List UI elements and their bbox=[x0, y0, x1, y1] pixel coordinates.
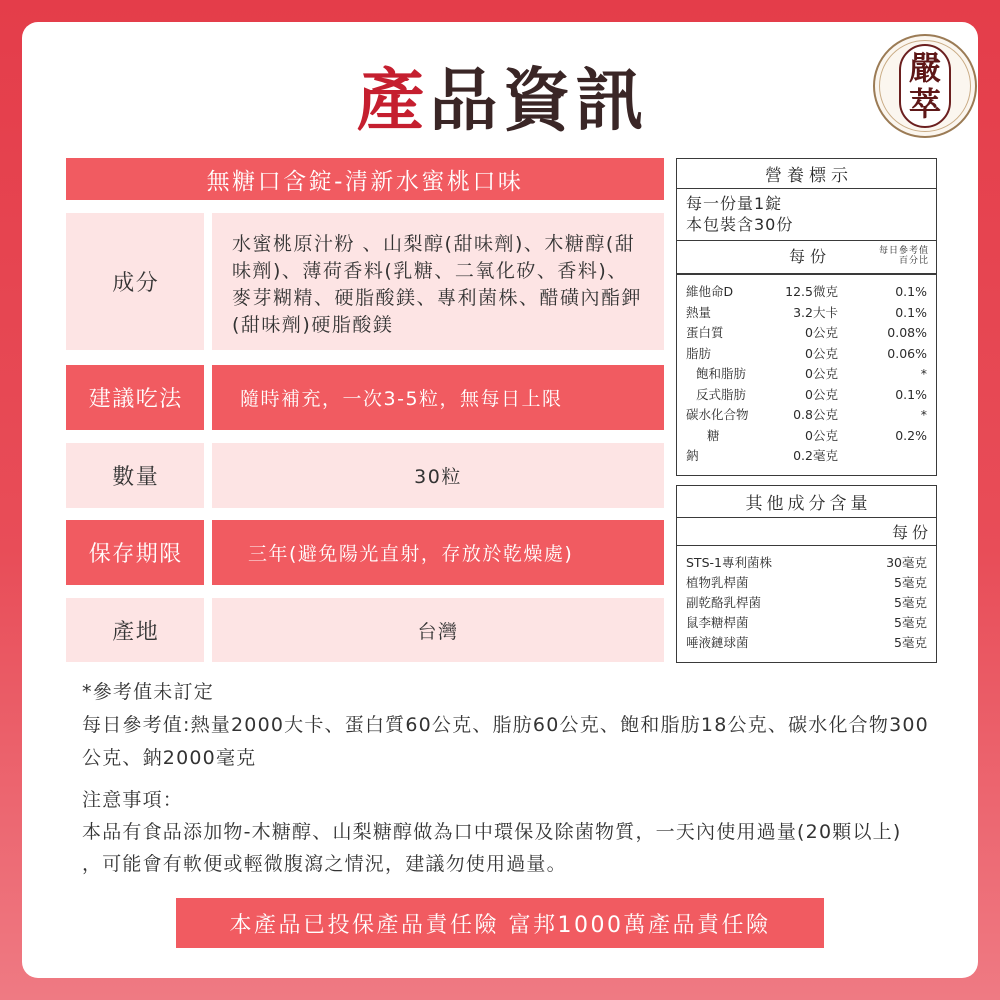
other-ingredient-row bbox=[677, 613, 936, 633]
daily-reference-line: 公克、鈉2000毫克 bbox=[82, 747, 257, 769]
nutrient-amount: 0.8公克 bbox=[793, 407, 838, 422]
nutrition-row bbox=[677, 282, 936, 303]
nutrient-amount: 0公克 bbox=[805, 366, 838, 381]
daily-value-header-line: 百分比 bbox=[898, 256, 929, 266]
other-ingredients-title: 其他成分含量 bbox=[677, 486, 936, 518]
caution-line: 本品有食品添加物-木糖醇、山梨糖醇做為口中環保及除菌物質，一天內使用過量(20顆以上) bbox=[82, 821, 902, 843]
ingredient-name: 植物乳桿菌 bbox=[686, 575, 749, 590]
ingredient-amount: 5毫克 bbox=[894, 575, 927, 590]
origin-value: 台灣 bbox=[212, 598, 664, 662]
caution-title: 注意事項： bbox=[82, 789, 184, 811]
nutrient-daily-value: 0.2% bbox=[895, 427, 927, 443]
nutrition-row bbox=[677, 405, 936, 426]
nutrition-row bbox=[677, 303, 936, 324]
caution-text bbox=[82, 816, 901, 880]
nutrient-amount: 0公克 bbox=[805, 345, 838, 361]
other-per-serving-header: 每份 bbox=[677, 518, 936, 546]
other-ingredient-row bbox=[677, 593, 936, 613]
nutrient-name: 維他命D bbox=[686, 284, 734, 299]
daily-value-header bbox=[879, 246, 929, 266]
nutrient-name: 蛋白質 bbox=[686, 325, 724, 340]
daily-value-header-line: 每日參考值 bbox=[878, 246, 929, 256]
usage-label: 建議吃法 bbox=[66, 365, 204, 430]
nutrient-daily-value: 0.1% bbox=[895, 386, 927, 402]
ingredient-name: 副乾酪乳桿菌 bbox=[686, 595, 762, 610]
origin-label: 產地 bbox=[66, 598, 204, 662]
nutrition-facts-box bbox=[676, 158, 937, 476]
other-ingredient-row bbox=[677, 573, 936, 593]
other-ingredients-box bbox=[676, 485, 937, 663]
nutrient-name: 糖 bbox=[707, 427, 720, 443]
nutrient-amount: 0公克 bbox=[805, 325, 838, 340]
product-name-header: 無糖口含錠-清新水蜜桃口味 bbox=[66, 158, 664, 200]
daily-reference-text bbox=[82, 709, 929, 775]
title-accent-char: 產 bbox=[356, 62, 430, 141]
ingredient-amount: 30毫克 bbox=[886, 555, 927, 570]
nutrient-daily-value: * bbox=[920, 366, 927, 381]
nutrition-rows bbox=[677, 282, 936, 467]
ingredient-amount: 5毫克 bbox=[894, 595, 927, 610]
servings-per-package: 本包裝含30份 bbox=[686, 215, 794, 234]
ingredient-name: 唾液鏈球菌 bbox=[686, 635, 749, 650]
nutrition-title: 營養標示 bbox=[677, 159, 936, 189]
ingredients-label: 成分 bbox=[66, 213, 204, 350]
ingredients-line: 水蜜桃原汁粉 、山梨醇(甜味劑)、木糖醇(甜 bbox=[232, 232, 636, 255]
per-serving-header: 每份 bbox=[789, 247, 832, 266]
nutrient-name: 熱量 bbox=[686, 304, 712, 320]
other-ingredient-row bbox=[677, 633, 936, 653]
serving-info bbox=[677, 189, 936, 241]
title-rest: 品資訊 bbox=[429, 62, 649, 141]
reference-note: *參考值未訂定 bbox=[82, 681, 214, 703]
nutrient-amount: 0公克 bbox=[805, 386, 838, 402]
ingredient-amount: 5毫克 bbox=[894, 635, 927, 650]
nutrient-amount: 0公克 bbox=[805, 427, 838, 443]
nutrient-name: 飽和脂肪 bbox=[696, 366, 747, 381]
nutrition-row bbox=[677, 323, 936, 344]
nutrition-subrow bbox=[677, 385, 936, 406]
other-ingredient-row bbox=[677, 553, 936, 573]
nutrient-daily-value: 0.06% bbox=[887, 345, 927, 361]
ingredients-text bbox=[232, 231, 642, 339]
logo-char-top: 嚴 bbox=[908, 49, 941, 87]
usage-value: 隨時補充，一次3-5粒，無每日上限 bbox=[212, 365, 664, 430]
brand-logo bbox=[873, 34, 977, 138]
nutrition-row bbox=[677, 446, 936, 467]
nutrient-name: 碳水化合物 bbox=[686, 407, 749, 422]
nutrient-daily-value: 0.08% bbox=[887, 325, 927, 340]
nutrition-row bbox=[677, 344, 936, 365]
nutrient-daily-value: 0.1% bbox=[895, 284, 927, 299]
nutrient-daily-value: * bbox=[920, 407, 927, 422]
logo-badge bbox=[899, 44, 951, 128]
nutrition-subrow bbox=[677, 364, 936, 385]
nutrition-column-header bbox=[677, 241, 936, 275]
ingredient-amount: 5毫克 bbox=[894, 615, 927, 630]
ingredient-name: STS-1專利菌株 bbox=[686, 555, 772, 570]
shelf-life-value: 三年(避免陽光直射，存放於乾燥處) bbox=[212, 520, 664, 585]
ingredients-line: 味劑)、薄荷香料(乳糖、二氧化矽、香料)、 bbox=[232, 259, 628, 282]
ingredients-value bbox=[212, 213, 664, 350]
daily-reference-line: 每日參考值:熱量2000大卡、蛋白質60公克、脂肪60公克、飽和脂肪18公克、碳水化合物300 bbox=[82, 714, 929, 736]
ingredients-line: 麥芽糊精、硬脂酸鎂、專利菌株、醋磺內酯鉀 bbox=[232, 286, 643, 309]
nutrient-amount: 12.5微克 bbox=[785, 284, 838, 299]
insurance-banner: 本產品已投保產品責任險 富邦1000萬產品責任險 bbox=[176, 898, 824, 948]
nutrient-name: 鈉 bbox=[686, 448, 699, 463]
nutrient-name: 脂肪 bbox=[686, 345, 712, 361]
quantity-label: 數量 bbox=[66, 443, 204, 508]
nutrient-daily-value: 0.1% bbox=[895, 304, 927, 320]
quantity-value: 30粒 bbox=[212, 443, 664, 508]
nutrient-amount: 0.2毫克 bbox=[793, 448, 838, 463]
logo-char-bottom: 萃 bbox=[908, 85, 941, 123]
nutrition-subrow bbox=[677, 426, 936, 447]
ingredients-line: (甜味劑)硬脂酸鎂 bbox=[232, 313, 394, 336]
nutrient-amount: 3.2大卡 bbox=[793, 304, 838, 320]
ingredient-name: 鼠李糖桿菌 bbox=[686, 615, 749, 630]
shelf-life-label: 保存期限 bbox=[66, 520, 204, 585]
other-ingredients-rows bbox=[677, 553, 936, 653]
caution-line: ，可能會有軟便或輕微腹瀉之情況，建議勿使用過量。 bbox=[82, 853, 567, 875]
serving-size: 每一份量1錠 bbox=[686, 194, 783, 213]
page-title bbox=[0, 62, 1000, 142]
nutrient-name: 反式脂肪 bbox=[696, 386, 747, 402]
